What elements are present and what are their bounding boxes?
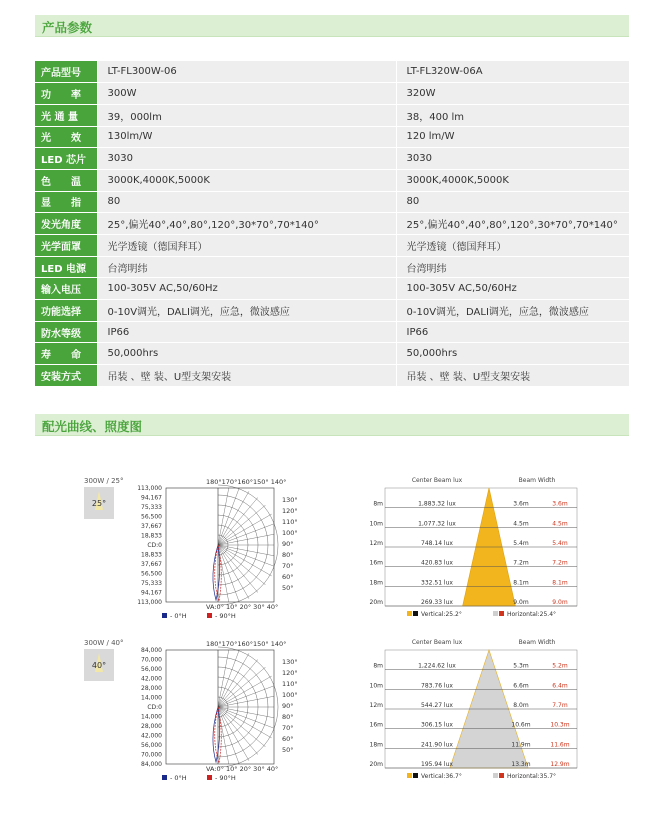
polar-chart-25 (80, 474, 310, 624)
beam-width-h: 4.5m (552, 520, 568, 528)
polar-radial (218, 491, 249, 545)
beam-width-h: 3.6m (552, 500, 568, 508)
polar-scale-label: 14,000 (141, 694, 162, 702)
polar-scale-label: CD:0 (147, 704, 162, 711)
spec-value-2: 38，400 lm (396, 104, 629, 126)
polar-grid (166, 485, 278, 605)
beam-lux: 544.27 lux (421, 702, 453, 709)
spec-value-1: 300W (97, 83, 396, 105)
spec-value-1: IP66 (97, 321, 396, 343)
beam-width-h: 5.2m (552, 662, 568, 670)
beam-lux: 420.83 lux (421, 559, 453, 567)
polar-right-angle: 80° (282, 551, 294, 559)
beam-badge-label: 25° (91, 499, 107, 508)
section-header-light-distribution (35, 414, 629, 436)
beam-header-width: Beam Width (518, 639, 556, 646)
spec-label: 功能选择 (35, 300, 97, 322)
beam-width-v: 9.0m (513, 599, 529, 606)
spec-row (35, 191, 629, 213)
polar-scale-label: 56,000 (141, 742, 162, 749)
polar-top-angles: 180°170°160°150° 140° (206, 640, 287, 648)
legend-label-90h: - 90°H (215, 612, 236, 620)
spec-row (35, 321, 629, 343)
polar-radial (218, 545, 249, 599)
polar-radial (218, 707, 272, 738)
legend-swatch-vertical-dark (413, 611, 418, 616)
spec-value-1: LT-FL300W-06 (97, 61, 396, 83)
beam-distance: 18m (369, 579, 383, 587)
polar-bottom-angles: VA:0° 10° 20° 30° 40° (206, 765, 279, 773)
polar-scale-label: 37,667 (141, 523, 162, 530)
polar-radial (218, 707, 265, 747)
spec-label: 输入电压 (35, 278, 97, 300)
legend-horizontal: Horizontal:35.7° (507, 773, 557, 780)
polar-scale-label: 70,000 (141, 656, 162, 664)
spec-value-2: 3030 (396, 148, 629, 170)
legend-swatch-vertical (407, 773, 412, 778)
polar-radial (218, 707, 258, 754)
polar-radial (218, 545, 265, 585)
beam-width-h: 8.1m (552, 579, 568, 587)
polar-right-angle: 60° (282, 573, 294, 581)
legend-swatch-0h (162, 613, 167, 618)
polar-right-angle: 50° (282, 584, 294, 592)
polar-scale-label: 70,000 (141, 751, 162, 759)
beam-distance: 12m (369, 540, 383, 547)
spec-value-1: 80 (97, 191, 396, 213)
spec-row (35, 300, 629, 322)
beam-width-h: 7.7m (552, 702, 568, 709)
legend-label-90h: - 90°H (215, 774, 236, 782)
polar-right-angle: 80° (282, 713, 294, 721)
spec-label: 发光角度 (35, 213, 97, 235)
spec-label: 功 率 (35, 83, 97, 105)
beam-width-h: 12.9m (550, 761, 570, 768)
beam-width-v: 5.4m (513, 540, 529, 547)
beam-lux: 195.94 lux (421, 761, 453, 768)
polar-scale-label: 84,000 (141, 761, 162, 768)
polar-right-angle: 130° (282, 496, 298, 504)
spec-value-1: 50,000hrs (97, 343, 396, 365)
spec-label: LED 芯片 (35, 148, 97, 170)
section-title: 配光曲线、照度图 (42, 419, 143, 434)
spec-value-1: 39，000lm (97, 104, 396, 126)
polar-right-angle: 70° (282, 562, 294, 570)
beam-lux: 1,224.62 lux (418, 662, 456, 670)
spec-value-2: 25°,偏光40°,40°,80°,120°,30*70°,70*140° (396, 213, 629, 235)
spec-row (35, 169, 629, 191)
legend-label-0h: - 0°H (170, 774, 187, 782)
legend-vertical: Vertical:25.2° (421, 611, 462, 618)
legend-swatch-horizontal-red (499, 773, 504, 778)
polar-chart-40 (80, 636, 310, 786)
beam-header-lux: Center Beam lux (411, 477, 463, 484)
polar-top-angles: 180°170°160°150° 140° (206, 478, 287, 486)
polar-radial (218, 667, 265, 707)
spec-row (35, 278, 629, 300)
polar-right-angle: 110° (282, 680, 298, 688)
polar-radial (218, 653, 249, 707)
beam-lux: 1,077.32 lux (418, 520, 456, 528)
spec-value-2: 光学透镜（德国拜耳） (396, 235, 629, 257)
beam-width-v: 11.9m (511, 741, 531, 749)
beam-width-v: 7.2m (513, 559, 529, 567)
polar-scale-label: 42,000 (141, 675, 162, 683)
spec-value-2: 120 lm/W (396, 126, 629, 148)
beam-width-h: 5.4m (552, 540, 568, 547)
polar-model-label: 300W / 40° (84, 639, 124, 647)
spec-label: LED 电源 (35, 256, 97, 278)
legend-label-0h: - 0°H (170, 612, 187, 620)
polar-scale-label: 84,000 (141, 647, 162, 654)
polar-bottom-angles: VA:0° 10° 20° 30° 40° (206, 603, 279, 611)
polar-scale-label: 42,000 (141, 732, 162, 740)
legend-swatch-horizontal (493, 773, 498, 778)
legend-swatch-0h (162, 775, 167, 780)
spec-value-2: 0-10V调光，DALI调光，应急，微波感应 (396, 300, 629, 322)
beam-width-h: 11.6m (550, 741, 570, 749)
beam-distance: 20m (369, 761, 383, 768)
spec-value-1: 3000K,4000K,5000K (97, 169, 396, 191)
beam-width-h: 9.0m (552, 599, 568, 606)
beam-width-v: 8.1m (513, 579, 529, 587)
section-title: 产品参数 (42, 20, 93, 35)
beam-lux: 306.15 lux (421, 721, 453, 729)
spec-row (35, 365, 629, 387)
spec-value-1: 光学透镜（德国拜耳） (97, 235, 396, 257)
beam-lux: 269.33 lux (421, 599, 453, 606)
spec-row (35, 83, 629, 105)
polar-scale-label: 37,667 (141, 561, 162, 568)
beam-width-v: 5.3m (513, 662, 529, 670)
polar-scale-label: 18,833 (141, 532, 162, 540)
beam-lux: 748.14 lux (421, 540, 453, 547)
polar-radial (218, 545, 258, 592)
spec-value-2: 50,000hrs (396, 343, 629, 365)
polar-scale-label: 28,000 (141, 685, 162, 692)
polar-scale-label: 94,167 (141, 494, 162, 502)
polar-scale-label: 56,500 (141, 513, 162, 521)
beam-header-lux: Center Beam lux (411, 639, 463, 646)
spec-label: 产品型号 (35, 61, 97, 83)
polar-radial (218, 676, 272, 707)
legend-swatch-vertical-dark (413, 773, 418, 778)
spec-value-1: 3030 (97, 148, 396, 170)
spec-label: 防水等级 (35, 321, 97, 343)
polar-radial (218, 660, 258, 707)
polar-radial (218, 514, 272, 545)
polar-right-angle: 90° (282, 540, 294, 548)
spec-label: 光学面罩 (35, 235, 97, 257)
spec-value-1: 130lm/W (97, 126, 396, 148)
polar-right-angle: 120° (282, 669, 298, 677)
beam-width-v: 3.6m (513, 500, 529, 508)
beam-width-v: 13.3m (511, 761, 531, 768)
polar-radial (218, 707, 249, 761)
beam-distance: 12m (369, 702, 383, 709)
spec-label: 安装方式 (35, 365, 97, 387)
beam-distance: 8m (373, 662, 383, 670)
polar-model-label: 300W / 25° (84, 477, 124, 485)
spec-value-2: 吊装 、壁 装、U型支架安装 (396, 365, 629, 387)
polar-right-angle: 100° (282, 529, 298, 537)
beam-header-width: Beam Width (518, 477, 556, 484)
beam-distance: 18m (369, 741, 383, 749)
spec-row (35, 343, 629, 365)
beam-width-h: 10.3m (550, 721, 570, 729)
beam-lux: 332.51 lux (421, 579, 453, 587)
beam-chart-40 (365, 636, 580, 786)
legend-vertical: Vertical:36.7° (421, 773, 462, 780)
polar-scale-label: 56,000 (141, 666, 162, 673)
spec-value-2: IP66 (396, 321, 629, 343)
spec-value-2: 320W (396, 83, 629, 105)
polar-scale-label: 75,333 (141, 580, 162, 587)
spec-value-2: 台湾明纬 (396, 256, 629, 278)
polar-scale-label: CD:0 (147, 542, 162, 549)
beam-distance: 16m (369, 721, 383, 729)
beam-lux: 241.90 lux (421, 741, 453, 749)
polar-radial (218, 498, 258, 545)
beam-badge-label: 40° (91, 661, 107, 670)
spec-row (35, 148, 629, 170)
polar-scale-label: 14,000 (141, 713, 162, 721)
beam-distance: 16m (369, 559, 383, 567)
spec-value-2: 100-305V AC,50/60Hz (396, 278, 629, 300)
spec-row (35, 256, 629, 278)
spec-label: 光 通 量 (35, 104, 97, 126)
beam-width-v: 6.6m (513, 682, 529, 690)
spec-value-2: 80 (396, 191, 629, 213)
spec-label: 色 温 (35, 169, 97, 191)
polar-right-angle: 70° (282, 724, 294, 732)
beam-chart-25 (365, 474, 580, 624)
polar-radial (218, 505, 265, 545)
polar-scale-label: 94,167 (141, 589, 162, 597)
spec-row (35, 61, 629, 83)
polar-grid (166, 647, 278, 767)
polar-scale-label: 56,500 (141, 570, 162, 578)
legend-swatch-90h (207, 613, 212, 618)
beam-distance: 20m (369, 599, 383, 606)
polar-scale-label: 28,000 (141, 723, 162, 730)
legend-swatch-vertical (407, 611, 412, 616)
polar-right-angle: 90° (282, 702, 294, 710)
beam-width-v: 10.6m (511, 721, 531, 729)
spec-row (35, 104, 629, 126)
section-header-product-params (35, 15, 629, 37)
spec-table (35, 61, 629, 387)
polar-right-angle: 60° (282, 735, 294, 743)
beam-width-v: 8.0m (513, 702, 529, 709)
legend-swatch-horizontal (493, 611, 498, 616)
spec-label: 光 效 (35, 126, 97, 148)
polar-scale-label: 18,833 (141, 551, 162, 559)
spec-row (35, 126, 629, 148)
spec-value-1: 0-10V调光，DALI调光，应急，微波感应 (97, 300, 396, 322)
polar-radial (218, 545, 272, 576)
beam-distance: 8m (373, 500, 383, 508)
beam-lux: 783.76 lux (421, 682, 453, 690)
beam-width-h: 7.2m (552, 559, 568, 567)
polar-scale-label: 75,333 (141, 504, 162, 511)
beam-width-v: 4.5m (513, 520, 529, 528)
polar-right-angle: 100° (282, 691, 298, 699)
spec-value-1: 25°,偏光40°,40°,80°,120°,30*70°,70*140° (97, 213, 396, 235)
beam-distance: 10m (369, 520, 383, 528)
polar-right-angle: 120° (282, 507, 298, 515)
spec-row (35, 235, 629, 257)
spec-value-1: 吊装 、壁 装、U型支架安装 (97, 365, 396, 387)
beam-lux: 1,883.32 lux (418, 500, 456, 508)
spec-value-1: 台湾明纬 (97, 256, 396, 278)
polar-right-angle: 130° (282, 658, 298, 666)
polar-scale-label: 113,000 (137, 599, 162, 606)
polar-right-angle: 50° (282, 746, 294, 754)
spec-label: 显 指 (35, 191, 97, 213)
legend-swatch-horizontal-red (499, 611, 504, 616)
legend-horizontal: Horizontal:25.4° (507, 611, 557, 618)
legend-swatch-90h (207, 775, 212, 780)
beam-distance: 10m (369, 682, 383, 690)
beam-width-h: 6.4m (552, 682, 568, 690)
spec-value-2: LT-FL320W-06A (396, 61, 629, 83)
spec-value-2: 3000K,4000K,5000K (396, 169, 629, 191)
polar-scale-label: 113,000 (137, 485, 162, 492)
spec-row (35, 213, 629, 235)
spec-value-1: 100-305V AC,50/60Hz (97, 278, 396, 300)
spec-label: 寿 命 (35, 343, 97, 365)
polar-right-angle: 110° (282, 518, 298, 526)
